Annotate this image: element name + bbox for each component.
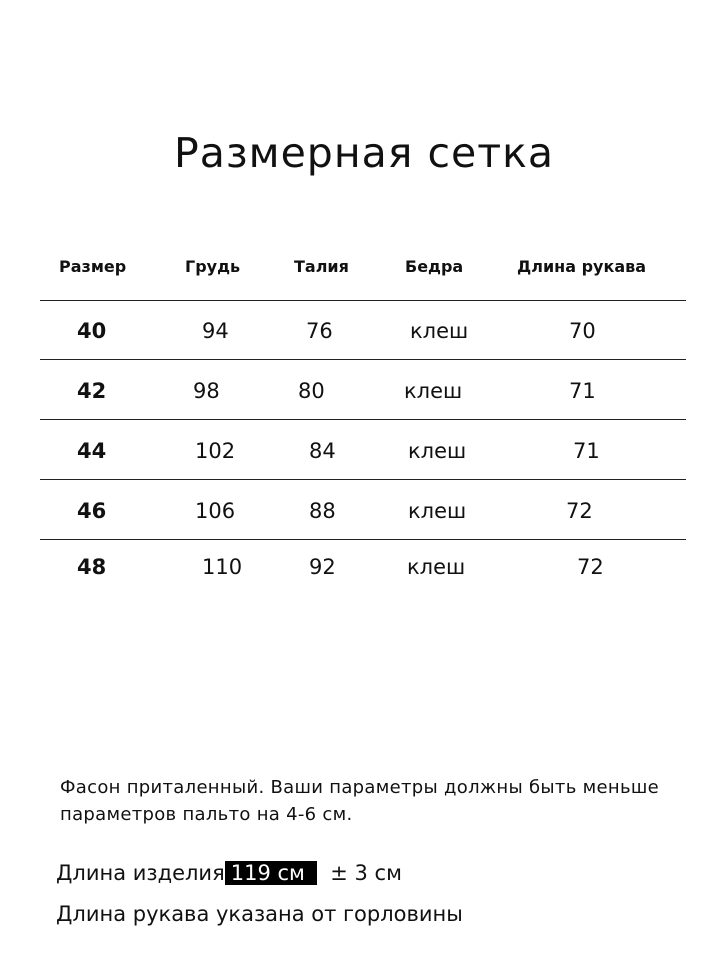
cell-waist: 88 [309, 499, 336, 523]
cell-size: 48 [77, 555, 107, 579]
cell-waist: 76 [306, 319, 333, 343]
product-length-value: 119 см [225, 861, 317, 885]
product-length-line [56, 858, 402, 888]
cell-hips: клеш [408, 499, 467, 523]
cell-waist: 92 [309, 555, 336, 579]
fit-note: Фасон приталенный. Ваши параметры должны быть меньше параметров пальто на 4-6 см. [60, 777, 660, 825]
cell-chest: 106 [195, 499, 236, 523]
table-divider [40, 479, 686, 480]
cell-chest: 102 [195, 439, 236, 463]
page-title: Размерная сетка [174, 129, 554, 177]
cell-sleeve-length: 70 [569, 319, 596, 343]
cell-size: 44 [77, 439, 107, 463]
table-divider [40, 419, 686, 420]
table-divider [40, 359, 686, 360]
table-divider [40, 539, 686, 540]
cell-hips: клеш [408, 439, 467, 463]
product-length-tolerance: ± 3 см [330, 861, 402, 885]
cell-hips: клеш [407, 555, 466, 579]
cell-sleeve-length: 72 [566, 499, 593, 523]
cell-chest: 110 [202, 555, 243, 579]
cell-size: 46 [77, 499, 107, 523]
cell-chest: 98 [193, 379, 220, 403]
header-size: Размер [59, 257, 127, 276]
header-waist: Талия [294, 257, 349, 276]
cell-hips: клеш [404, 379, 463, 403]
cell-size: 42 [77, 379, 107, 403]
cell-waist: 80 [298, 379, 325, 403]
cell-size: 40 [77, 319, 107, 343]
table-divider [40, 300, 686, 301]
product-length-label: Длина изделия [56, 861, 225, 885]
cell-hips: клеш [410, 319, 469, 343]
cell-sleeve-length: 72 [577, 555, 604, 579]
cell-sleeve-length: 71 [569, 379, 596, 403]
header-hips: Бедра [405, 257, 464, 276]
header-chest: Грудь [185, 257, 241, 276]
cell-sleeve-length: 71 [573, 439, 600, 463]
cell-chest: 94 [202, 319, 229, 343]
cell-waist: 84 [309, 439, 336, 463]
sleeve-length-note: Длина рукава указана от горловины [56, 902, 463, 926]
header-sleeve-length: Длина рукава [517, 257, 647, 276]
